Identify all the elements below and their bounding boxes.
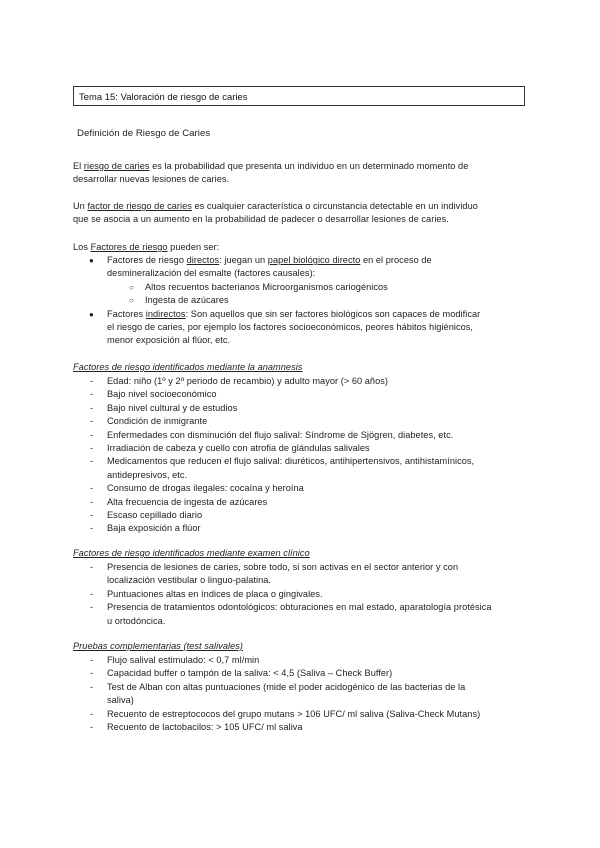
list-item: - Presencia de tratamientos odontológicos: obturaciones en mal estado, aparatología protésica u ortodóncica. xyxy=(90,602,492,626)
list-item: - Irradiación de cabeza y cuello con atrofia de glándulas salivales xyxy=(73,442,528,455)
list-item: - Alta frecuencia de ingesta de azúcares xyxy=(73,496,528,509)
dash-bullet-icon: - xyxy=(90,523,94,534)
list-item: - Presencia de lesiones de caries, sobre todo, si son activas en el sector anterior y con localización vestibular o linguo-palatina. xyxy=(90,562,459,586)
topic-title: Tema 15: Valoración de riesgo de caries xyxy=(79,91,248,102)
factor-types-list xyxy=(73,254,528,348)
term-factores-de-riesgo: Factores de riesgo xyxy=(90,242,168,252)
dash-bullet-icon: - xyxy=(90,668,94,679)
list-item: - Consumo de drogas ilegales: cocaína y heroína xyxy=(73,482,528,495)
definition-paragraph-1: El riesgo de caries es la probabilidad que presenta un individuo en un determinado momento de desarrollar nuevas lesiones de caries. xyxy=(73,161,469,185)
section-heading: Definición de Riesgo de Caries xyxy=(77,128,211,139)
bullet-icon: ● xyxy=(89,256,94,265)
list-item: - Flujo salival estimulado: < 0,7 ml/min xyxy=(73,654,528,667)
dash-bullet-icon: - xyxy=(90,402,94,413)
anamnesis-heading: Factores de riesgo identificados mediante la anamnesis xyxy=(73,362,303,372)
list-item: - Enfermedades con disminución del flujo salival: Síndrome de Sjögren, diabetes, etc. xyxy=(73,429,528,442)
list-item: - Bajo nivel cultural y de estudios xyxy=(73,402,528,415)
bullet-icon: ● xyxy=(89,309,94,319)
dash-bullet-icon: - xyxy=(90,483,94,494)
definition-paragraph-2: Un factor de riesgo de caries es cualquier característica o circunstancia detectable en un individuo que se asocia a un aumento en la probabilidad de padecer o desarrollar lesiones de caries. xyxy=(73,201,478,225)
circle-bullet-icon: ○ xyxy=(129,282,134,292)
list-item: - Test de Alban con altas puntuaciones (mide el poder acidogénico de las bacterias de la saliva) xyxy=(90,681,466,706)
complementary-tests-heading: Pruebas complementarias (test salivales) xyxy=(73,641,243,651)
list-subitem: ○ Ingesta de azúcares xyxy=(73,294,528,307)
list-item: - Edad: niño (1º y 2º periodo de recambio) y adulto mayor (> 60 años) xyxy=(73,375,528,388)
dash-bullet-icon: - xyxy=(90,456,94,467)
dash-bullet-icon: - xyxy=(90,655,94,665)
anamnesis-list xyxy=(73,375,528,536)
complementary-tests-list xyxy=(73,654,528,734)
dash-bullet-icon: - xyxy=(90,681,94,692)
list-item: - Baja exposición a flúor xyxy=(73,522,528,535)
list-item: - Recuento de lactobacilos: > 105 UFC/ ml saliva xyxy=(73,721,528,734)
list-subitem: ○ Altos recuentos bacterianos Microorganismos cariogénicos xyxy=(73,281,528,294)
list-item-direct: ● Factores de riesgo directos: juegan un papel biológico directo en el proceso de desmineralización del esmalte (factores causales): xyxy=(89,255,432,279)
dash-bullet-icon: - xyxy=(90,496,94,507)
term-riesgo-de-caries: riesgo de caries xyxy=(83,161,150,171)
dash-bullet-icon: - xyxy=(90,588,94,599)
list-item: - Capacidad buffer o tampón de la saliva: < 4,5 (Saliva – Check Buffer) xyxy=(73,667,528,680)
dash-bullet-icon: - xyxy=(90,510,94,521)
dash-bullet-icon: - xyxy=(90,562,94,572)
dash-bullet-icon: - xyxy=(90,708,94,719)
list-item: - Recuento de estreptococos del grupo mutans > 106 UFC/ ml saliva (Saliva-Check Mutans) xyxy=(73,708,528,721)
dash-bullet-icon: - xyxy=(90,376,94,386)
dash-bullet-icon: - xyxy=(90,443,94,454)
list-item: - Puntuaciones altas en índices de placa o gingivales. xyxy=(73,588,528,601)
dash-bullet-icon: - xyxy=(90,602,94,613)
dash-bullet-icon: - xyxy=(90,416,94,427)
topic-title-box xyxy=(73,86,525,106)
list-item: - Bajo nivel socioeconómico xyxy=(73,388,528,401)
factors-intro: Los Factores de riesgo pueden ser: xyxy=(73,242,220,252)
list-item: - Medicamentos que reducen el flujo salival: diuréticos, antihipertensivos, antihistamínicos, antidepresivos, etc. xyxy=(90,456,475,480)
dash-bullet-icon: - xyxy=(90,389,94,400)
term-factor-de-riesgo: factor de riesgo de caries xyxy=(87,201,192,211)
clinical-exam-heading: Factores de riesgo identificados mediante examen clínico xyxy=(73,548,310,558)
circle-bullet-icon: ○ xyxy=(129,296,134,306)
dash-bullet-icon: - xyxy=(90,429,94,440)
list-item-indirect: ● Factores indirectos: Son aquellos que sin ser factores biológicos son capaces de modificar el riesgo de caries, por ejemplo los factores socioeconómicos, peores hábitos higiénicos, menor exposición al flúor, etc. xyxy=(89,308,481,346)
clinical-exam-list xyxy=(73,561,528,628)
list-item: - Condición de inmigrante xyxy=(73,415,528,428)
list-item: - Escaso cepillado diario xyxy=(73,509,528,522)
dash-bullet-icon: - xyxy=(90,722,94,733)
